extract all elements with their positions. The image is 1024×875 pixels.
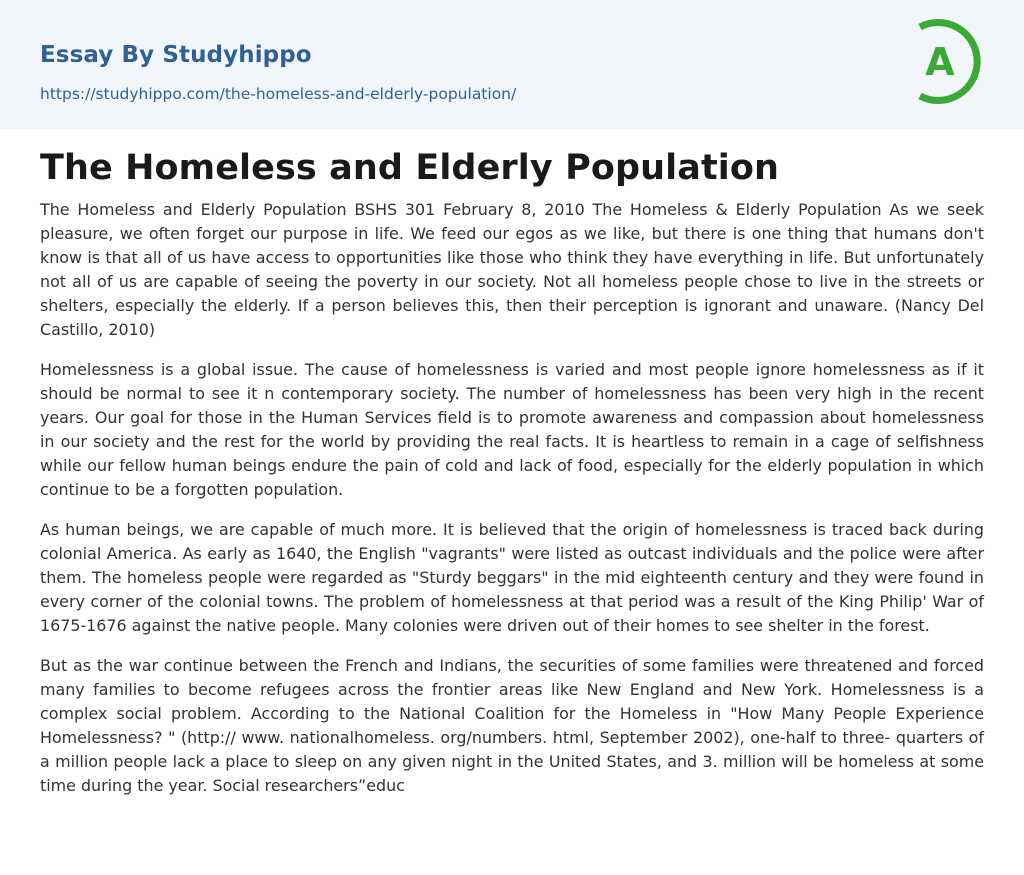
essay-paragraph-4: But as the war continue between the French and Indians, the securities of some families were threatened and forced many families to become refugees across the frontier areas like New England and New York. Homelessness is a complex social problem. According to the National Coalition for the Homeless in "How Many People Experience Homelessness? " (http:// www. nationalhomeless. org/numbers. html, September 2002), one-half to three- quarters of a million people lack a place to sleep on any given night in the United States, and 3. million will be homeless at some time during the year. Social researchers”educ — [40, 656, 984, 795]
studyhippo-logo-icon[interactable] — [912, 18, 986, 106]
site-brand[interactable]: Essay By Studyhippo — [40, 42, 312, 68]
page-url-link[interactable]: https://studyhippo.com/the-homeless-and-elderly-population/ — [40, 85, 517, 103]
essay-paragraph-1: The Homeless and Elderly Population BSHS 301 February 8, 2010 The Homeless & Elderly Population As we seek pleasure, we often forget our purpose in life. We feed our egos as we like, but there is one thing that humans don't know is that all of us have access to opportunities like those who think they have everything in life. But unfortunately not all of us are capable of seeing the poverty in our society. Not all homeless people chose to live in the streets or shelters, especially the elderly. If a person believes this, then their perception is ignorant and unaware. (Nancy Del Castillo, 2010) — [40, 200, 984, 339]
essay-paragraph-2: Homelessness is a global issue. The cause of homelessness is varied and most people ignore homelessness as if it should be normal to see it n contemporary society. The number of homelessness has been very high in the recent years. Our goal for those in the Human Services field is to promote awareness and compassion about homelessness in our society and the rest for the world by providing the real facts. It is heartless to remain in a cage of selfishness while our fellow human beings endure the pain of cold and lack of food, especially for the elderly population in which continue to be a forgotten population. — [40, 360, 984, 499]
site-header — [0, 0, 1024, 129]
logo-letter: A — [925, 40, 955, 84]
essay-content — [40, 146, 984, 814]
essay-title: The Homeless and Elderly Population — [40, 148, 780, 188]
essay-paragraph-3: As human beings, we are capable of much more. It is believed that the origin of homelessness is traced back during colonial America. As early as 1640, the English "vagrants" were listed as outcast individuals and the police were after them. The homeless people were regarded as "Sturdy beggars" in the mid eighteenth century and they were found in every corner of the colonial towns. The problem of homelessness at that period was a result of the King Philip' War of 1675-1676 against the native people. Many colonies were driven out of their homes to see shelter in the forest. — [40, 520, 984, 635]
